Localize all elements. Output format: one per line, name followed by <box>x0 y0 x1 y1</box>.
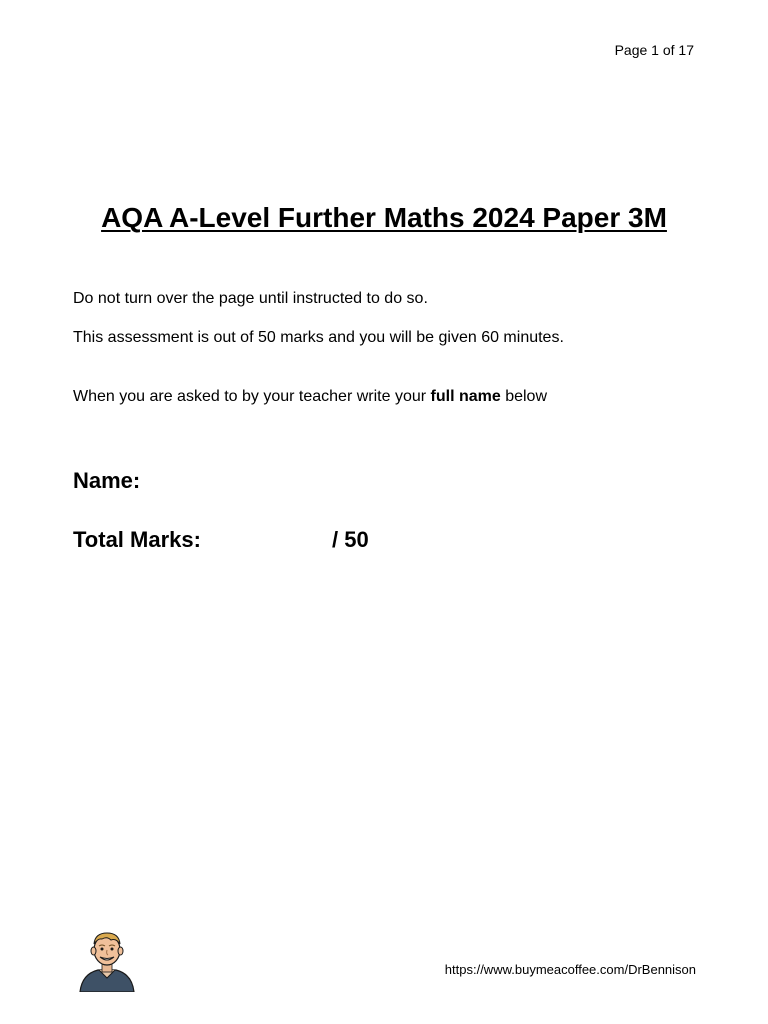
page-title: AQA A-Level Further Maths 2024 Paper 3M <box>101 202 667 233</box>
instruction-line-turn-over: Do not turn over the page until instructed to do so. <box>73 290 428 307</box>
footer-link[interactable]: https://www.buymeacoffee.com/DrBennison <box>444 962 696 977</box>
cartoon-face-avatar-icon <box>78 930 136 992</box>
total-marks-label: Total Marks: <box>73 527 201 552</box>
instruction-line-full-name <box>73 388 547 406</box>
name-label: Name: <box>73 468 141 493</box>
instruction-text-after: below <box>500 388 547 405</box>
instruction-text-before: When you are asked to by your teacher write your <box>73 388 431 405</box>
page-number: Page 1 of 17 <box>614 42 694 58</box>
instruction-line-marks-time: This assessment is out of 50 marks and you will be given 60 minutes. <box>73 329 564 346</box>
instruction-text-bold: full name <box>430 388 501 405</box>
total-marks-value: / 50 <box>332 527 369 552</box>
